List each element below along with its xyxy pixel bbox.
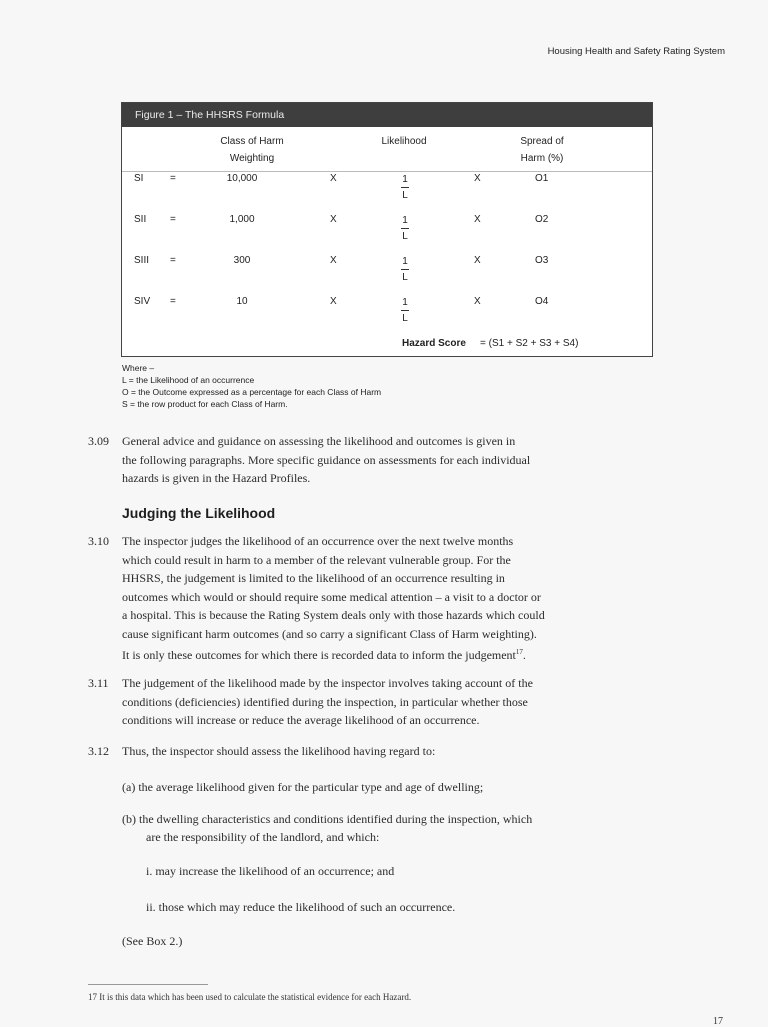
text-line: a hospital. This is because the Rating System deals only with those hazards which could — [122, 608, 545, 622]
likelihood-fraction — [399, 296, 411, 325]
sub-item-ii: ii. those which may reduce the likelihood of such an occurrence. — [146, 900, 456, 914]
weight-value: 10 — [236, 296, 248, 307]
legend-o-definition: O = the Outcome expressed as a percentage for each Class of Harm — [122, 387, 382, 397]
footnote: 17 It is this data which has been used to calculate the statistical evidence for each Hazard. — [88, 992, 412, 1002]
equals-sign: = — [170, 173, 176, 184]
outcome-value: O4 — [535, 296, 549, 307]
sub-item-i: i. may increase the likelihood of an occurrence; and — [146, 864, 395, 878]
fraction-denominator: L — [402, 272, 408, 283]
multiply-sign: X — [330, 173, 337, 184]
paragraph-3-10 — [122, 532, 657, 665]
paragraph-number: 3.11 — [88, 676, 109, 690]
multiply-sign: X — [330, 296, 337, 307]
text-line: hazards is given in the Hazard Profiles. — [122, 471, 311, 485]
paragraph-number: 3.12 — [88, 744, 109, 758]
list-item-b: (b) the dwelling characteristics and conditions identified during the inspection, which — [122, 812, 533, 826]
column-header-class-of-harm: Class of Harm Weighting — [220, 136, 284, 164]
equals-sign: = — [170, 255, 176, 266]
outcome-value: O3 — [535, 255, 549, 266]
text-line: conditions (deficiencies) identified during the inspection, in particular whether those — [122, 694, 528, 709]
equals-sign: = — [170, 214, 176, 225]
multiply-sign: X — [330, 255, 337, 266]
text-line-content: It is only these outcomes for which there is recorded data to inform the judgement — [122, 648, 516, 662]
weight-value: 10,000 — [226, 173, 258, 184]
fraction-numerator: 1 — [402, 215, 408, 226]
fraction-bar — [401, 269, 409, 270]
paragraph-number: 3.09 — [88, 434, 109, 448]
multiply-sign: X — [474, 255, 481, 266]
running-header: Housing Health and Safety Rating System — [547, 46, 725, 57]
fraction-bar — [401, 310, 409, 311]
outcome-value: O2 — [535, 214, 549, 225]
section-heading: Judging the Likelihood — [122, 505, 276, 521]
equals-sign: = — [170, 296, 176, 307]
text-line: the following paragraphs. More specific guidance on assessments for each individual — [122, 452, 531, 467]
figure-legend — [122, 362, 381, 410]
fraction-numerator: 1 — [402, 256, 408, 267]
text-line: cause significant harm outcomes (and so carry a significant Class of Harm weighting). — [122, 626, 537, 641]
fraction-numerator: 1 — [402, 297, 408, 308]
paragraph-3-11 — [122, 674, 642, 730]
page-number: 17 — [713, 1016, 723, 1027]
row-label-siii: SIII — [134, 255, 150, 266]
list-item-a: (a) the average likelihood given for the particular type and age of dwelling; — [122, 780, 484, 794]
paragraph-3-09 — [122, 432, 642, 488]
fraction-denominator: L — [402, 190, 408, 201]
text-line — [122, 643, 657, 665]
text-line: HHSRS, the judgement is limited to the likelihood of an occurrence resulting in — [122, 571, 505, 585]
paragraph-number: 3.10 — [88, 534, 109, 548]
weight-value: 300 — [233, 255, 251, 266]
multiply-sign: X — [474, 296, 481, 307]
fraction-bar — [401, 228, 409, 229]
figure-title: Figure 1 – The HHSRS Formula — [122, 103, 652, 127]
outcome-value: O1 — [535, 173, 549, 184]
likelihood-fraction — [399, 255, 411, 284]
multiply-sign: X — [330, 214, 337, 225]
footnote-divider — [88, 984, 208, 985]
text-line: General advice and guidance on assessing the likelihood and outcomes is given in — [122, 434, 516, 448]
hazard-score-formula: = (S1 + S2 + S3 + S4) — [480, 338, 579, 349]
row-label-siv: SIV — [134, 296, 151, 307]
sentence-end: . — [522, 648, 526, 662]
fraction-numerator: 1 — [402, 174, 408, 185]
text-line: conditions will increase or reduce the average likelihood of an occurrence. — [122, 713, 480, 727]
row-label-si: SI — [134, 173, 144, 184]
column-header-likelihood: Likelihood — [381, 136, 427, 147]
footnote-reference[interactable]: 17 — [515, 648, 523, 656]
text-line: The judgement of the likelihood made by the inspector involves taking account of the — [122, 676, 533, 690]
likelihood-fraction — [399, 173, 411, 202]
legend-s-definition: S = the row product for each Class of Harm. — [122, 399, 288, 409]
fraction-bar — [401, 187, 409, 188]
fraction-denominator: L — [402, 231, 408, 242]
fraction-denominator: L — [402, 313, 408, 324]
column-header-spread-of-harm: Spread of Harm (%) — [520, 136, 564, 164]
text-line: which could result in harm to a member of the relevant vulnerable group. For the — [122, 552, 511, 567]
hazard-score-label: Hazard Score — [402, 338, 466, 349]
row-label-sii: SII — [134, 214, 147, 225]
text-line: The inspector judges the likelihood of an occurrence over the next twelve months — [122, 534, 514, 548]
weight-value: 1,000 — [229, 214, 255, 225]
legend-l-definition: L = the Likelihood of an occurrence — [122, 375, 255, 385]
figure-box — [121, 102, 653, 357]
multiply-sign: X — [474, 214, 481, 225]
legend-where: Where – — [122, 363, 155, 373]
see-box-reference: (See Box 2.) — [122, 934, 183, 948]
multiply-sign: X — [474, 173, 481, 184]
paragraph-3-12-intro: Thus, the inspector should assess the likelihood having regard to: — [122, 744, 436, 758]
text-line: outcomes which would or should require some medical attention – a visit to a doctor or — [122, 589, 541, 604]
likelihood-fraction — [399, 214, 411, 243]
header-divider — [122, 171, 652, 172]
list-item-b-continued: are the responsibility of the landlord, and which: — [146, 830, 380, 844]
